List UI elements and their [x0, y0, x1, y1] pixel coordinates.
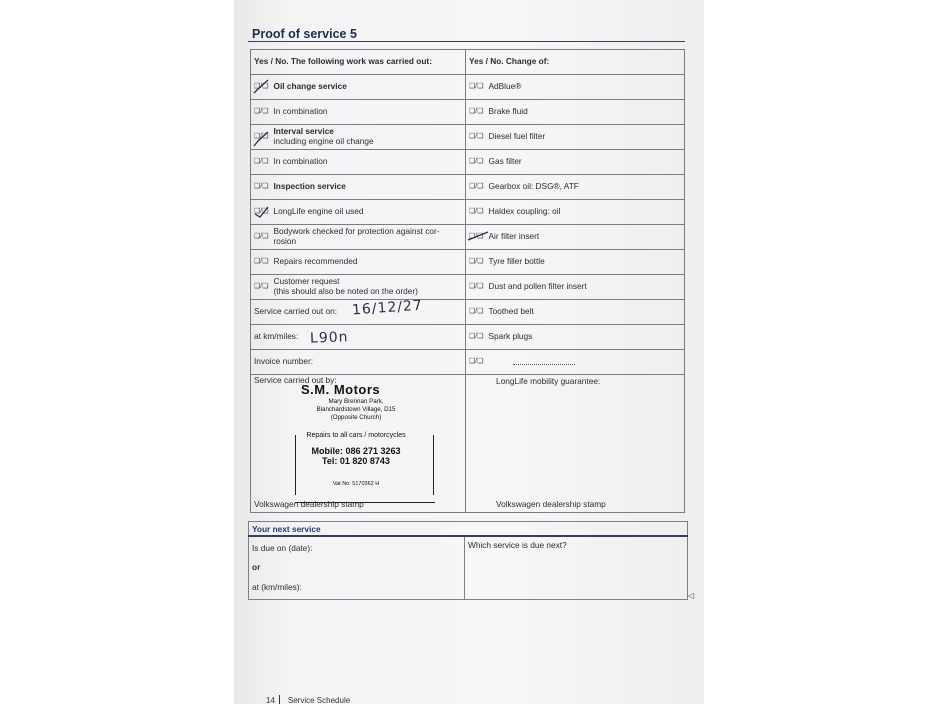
- change-item-checkbox[interactable]: ❑/❑: [469, 207, 484, 215]
- work-item-text: [274, 277, 418, 296]
- work-item-text: [274, 82, 347, 92]
- change-item-checkbox[interactable]: ❑/❑: [469, 182, 484, 190]
- work-item-text: [274, 257, 358, 267]
- change-item-cell: [466, 300, 685, 325]
- dealership-stamp-label-left: Volkswagen dealership stamp: [254, 499, 364, 510]
- page-title: Proof of service 5: [252, 27, 357, 41]
- at-km-label: at (km/miles):: [252, 582, 302, 592]
- dealer-services: Repairs to all cars / motorcycles: [306, 431, 406, 439]
- at-km-miles-label: at km/miles:: [254, 331, 299, 342]
- table-row: [251, 175, 685, 200]
- change-item-label: Toothed belt: [488, 306, 534, 317]
- title-divider: [248, 41, 685, 42]
- table-row: [251, 100, 685, 125]
- dealer-address-line-2: Blanchardstown Village, D15: [316, 405, 396, 413]
- page-number: 14: [266, 696, 275, 704]
- work-item-checkbox[interactable]: ❑/❑: [254, 207, 269, 215]
- proof-of-service-table: [250, 49, 685, 513]
- work-item-text: [274, 227, 440, 246]
- work-item-cell: [251, 175, 466, 200]
- work-item-text: [274, 107, 328, 117]
- due-on-label: Is due on (date):: [252, 543, 313, 553]
- work-item-checkbox[interactable]: ❑/❑: [254, 82, 269, 90]
- change-item-cell: [466, 75, 685, 100]
- table-row: [251, 275, 685, 300]
- work-item-checkbox[interactable]: ❑/❑: [254, 107, 269, 115]
- change-item-checkbox[interactable]: ❑/❑: [469, 257, 484, 265]
- work-item-text: [274, 207, 364, 217]
- change-item-cell: [466, 325, 685, 350]
- invoice-number-label: Invoice number:: [254, 356, 314, 367]
- table-row: [251, 125, 685, 150]
- work-item-sublabel: rosion: [273, 236, 297, 246]
- work-item-cell: [251, 275, 466, 300]
- work-item-checkbox[interactable]: ❑/❑: [254, 157, 269, 165]
- change-item-label: Brake fluid: [488, 106, 528, 117]
- work-item-label: Inspection service: [273, 181, 346, 192]
- work-item-cell: [251, 125, 466, 150]
- table-row: [251, 300, 685, 325]
- change-item-label: AdBlue®: [488, 81, 522, 92]
- table-row: [251, 250, 685, 275]
- dealer-address-line-1: Mary Brennan Park,: [328, 397, 384, 405]
- work-item-checkbox[interactable]: ❑/❑: [254, 232, 269, 240]
- page-edge-arrow-icon: ◁: [688, 591, 695, 600]
- work-item-label: In combination: [273, 156, 328, 167]
- change-item-cell: [466, 275, 685, 300]
- work-item-label: In combination: [273, 106, 328, 117]
- work-item-cell: [251, 225, 466, 250]
- service-carried-out-on-label: Service carried out on:: [254, 306, 338, 317]
- table-row: [251, 200, 685, 225]
- table-row: [251, 350, 685, 375]
- work-item-label: Interval service: [273, 126, 334, 137]
- change-item-checkbox[interactable]: ❑/❑: [469, 232, 484, 240]
- work-item-text: [274, 182, 346, 192]
- change-item-checkbox[interactable]: ❑/❑: [469, 107, 484, 115]
- left-column-header: Yes / No. The following work was carried out:: [251, 50, 466, 75]
- change-item-checkbox[interactable]: ❑/❑: [469, 82, 484, 90]
- change-item-checkbox[interactable]: ❑/❑: [469, 307, 484, 315]
- change-item-cell: [466, 125, 685, 150]
- handwritten-km-miles: L90n: [309, 329, 349, 347]
- next-service-left-cell: [249, 536, 465, 600]
- table-row: [251, 225, 685, 250]
- work-item-cell: [251, 75, 466, 100]
- service-carried-out-on-cell: [251, 297, 466, 325]
- blank-entry-line[interactable]: [513, 358, 575, 365]
- change-item-cell: [466, 150, 685, 175]
- work-item-sublabel: including engine oil change: [273, 136, 374, 146]
- work-item-cell: [251, 150, 466, 175]
- work-item-checkbox[interactable]: ❑/❑: [254, 257, 269, 265]
- change-item-label: Dust and pollen filter insert: [488, 281, 587, 292]
- at-km-miles-cell: [251, 325, 466, 350]
- dealer-stamp: [291, 381, 421, 507]
- change-item-label: Gas filter: [488, 156, 522, 167]
- table-row: [251, 150, 685, 175]
- change-item-label: Spark plugs: [488, 331, 533, 342]
- work-item-label: Customer request: [273, 276, 340, 287]
- table-header-row: [251, 50, 685, 75]
- longlife-guarantee-label: LongLife mobility guarantee:: [496, 376, 601, 386]
- longlife-guarantee-cell: [466, 375, 685, 513]
- change-item-checkbox[interactable]: ❑/❑: [469, 282, 484, 290]
- next-service-table: [248, 521, 688, 600]
- change-item-checkbox[interactable]: ❑/❑: [469, 332, 484, 340]
- work-item-cell: [251, 200, 466, 225]
- change-item-cell: [466, 175, 685, 200]
- work-item-checkbox[interactable]: ❑/❑: [254, 282, 269, 290]
- next-service-heading: Your next service: [249, 522, 688, 537]
- which-service-cell: [465, 536, 688, 600]
- change-item-checkbox[interactable]: ❑/❑: [469, 157, 484, 165]
- work-item-text: [274, 127, 374, 146]
- dealer-tel: Tel: 01 820 8743: [322, 456, 390, 467]
- work-item-sublabel: (this should also be noted on the order): [273, 286, 418, 296]
- work-item-label: Bodywork checked for protection against cor-: [273, 226, 440, 237]
- change-item-checkbox[interactable]: ❑/❑: [469, 357, 484, 365]
- change-item-checkbox[interactable]: ❑/❑: [469, 132, 484, 140]
- dealer-address-line-3: (Opposite Church): [330, 413, 382, 421]
- page-footer: [266, 695, 350, 704]
- work-item-cell: [251, 100, 466, 125]
- dealer-vat: Vat No: 5170362 H: [332, 480, 380, 487]
- invoice-number-cell: [251, 350, 466, 375]
- footer-section: Service Schedule: [287, 696, 351, 704]
- change-item-label: Haldex coupling: oil: [488, 206, 561, 217]
- change-item-cell: [466, 100, 685, 125]
- work-item-label: Oil change service: [273, 81, 347, 92]
- handwritten-service-date: 16/12/27: [351, 297, 424, 319]
- change-item-label: Air filter insert: [488, 231, 540, 242]
- service-book-page: [234, 0, 704, 704]
- table-row: [251, 325, 685, 350]
- work-item-cell: [251, 250, 466, 275]
- change-item-cell: [466, 200, 685, 225]
- change-item-cell: [466, 225, 685, 250]
- table-row: [251, 75, 685, 100]
- stamp-row: [251, 375, 685, 513]
- change-item-label: Diesel fuel filter: [488, 131, 546, 142]
- stamp-border: [433, 435, 434, 495]
- dealer-mobile: Mobile: 086 271 3263: [311, 445, 401, 456]
- which-service-label: Which service is due next?: [468, 540, 567, 550]
- dealership-stamp-label-right: Volkswagen dealership stamp: [496, 499, 606, 510]
- change-item-label: Tyre filler bottle: [488, 256, 545, 267]
- work-item-label: Repairs recommended: [273, 256, 358, 267]
- right-column-header: Yes / No. Change of:: [466, 50, 685, 75]
- or-label: or: [252, 562, 261, 572]
- work-item-label: LongLife engine oil used: [273, 206, 364, 217]
- service-carried-out-by-label: Service carried out by:: [254, 375, 337, 385]
- stamp-border: [295, 435, 296, 495]
- change-item-label: Gearbox oil: DSG®, ATF: [488, 181, 579, 192]
- dealer-name: S.M. Motors: [301, 382, 381, 397]
- change-item-cell: [466, 250, 685, 275]
- work-item-checkbox[interactable]: ❑/❑: [254, 132, 269, 140]
- work-item-text: [274, 157, 328, 167]
- work-item-checkbox[interactable]: ❑/❑: [254, 182, 269, 190]
- change-item-cell: [466, 350, 685, 375]
- service-carried-out-by-cell: [251, 375, 466, 513]
